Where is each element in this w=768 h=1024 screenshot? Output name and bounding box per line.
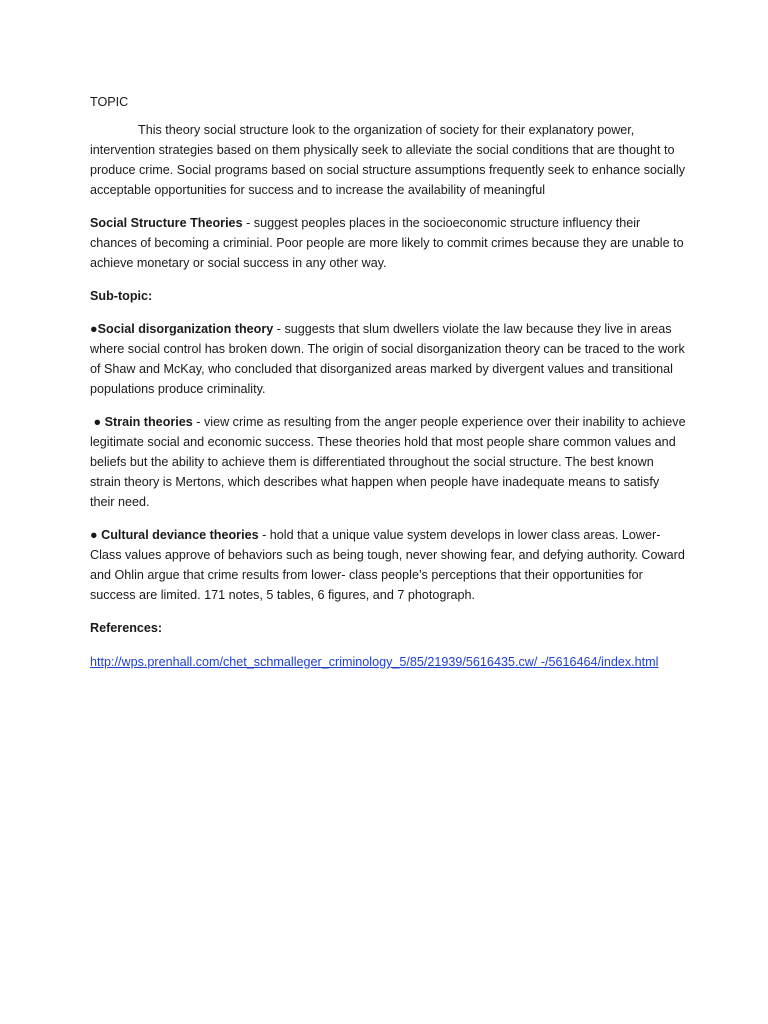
reference-link[interactable]: http://wps.prenhall.com/chet_schmalleger_criminology_5/85/21939/5616435.cw/ -/5616464/index.html — [90, 655, 659, 669]
list-item — [90, 412, 686, 512]
bullet-icon: ● — [90, 415, 105, 429]
intro-paragraph: This theory social structure look to the organization of society for their explanatory power, intervention strategies based on them physically seek to alleviate the social conditions that are thought to produce crime. Social programs based on social structure assumptions frequently seek to enhance socially acceptable opportunities for success and to increase the availability of meaningful — [90, 123, 686, 197]
item-text-cultural-deviance: - hold that a unique value system develops in lower class areas. Lower-Class values approve of behaviors such as being tough, never showing fear, and defying authority. Coward and Ohlin argue that crime results from lower- class people’s perceptions that their opportunities for success are limited. 171 notes, 5 tables, 6 figures, and 7 photograph. — [90, 528, 685, 602]
subtopic-heading: Sub-topic: — [90, 289, 153, 303]
bullet-icon: ● — [90, 528, 102, 542]
topic-heading: TOPIC — [90, 95, 129, 109]
list-item — [90, 319, 686, 399]
reference-entry — [90, 652, 686, 672]
bullet-icon: ● — [90, 322, 98, 336]
social-structure-paragraph — [90, 213, 686, 273]
list-item — [90, 525, 686, 605]
item-text-social-disorganization: - suggests that slum dwellers violate the law because they live in areas where social control has broken down. The origin of social disorganization theory can be traced to the work of Shaw and McKay, who concluded that disorganized areas marked by divergent values and transitional populations produce criminality. — [90, 322, 685, 396]
item-title-cultural-deviance: Cultural deviance theories — [101, 528, 259, 542]
references-heading: References: — [90, 621, 163, 635]
item-text-strain-theories: - view crime as resulting from the anger people experience over their inability to achieve legitimate social and economic success. These theories hold that most people share common values and beliefs but the ability to achieve them is differentiated throughout the social structure. The best known strain theory is Mertons, which describes what happen when people have inadequate means to satisfy their need. — [90, 415, 686, 509]
social-structure-text: - suggest peoples places in the socioeconomic structure influency their chances of becoming a criminial. Poor people are more likely to commit crimes because they are unable to achieve monetary or social success in any other way. — [90, 216, 684, 270]
item-title-social-disorganization: Social disorganization theory — [97, 322, 274, 336]
social-structure-title: Social Structure Theories — [90, 216, 243, 230]
item-title-strain-theories: Strain theories — [104, 415, 193, 429]
document-body — [90, 92, 686, 685]
